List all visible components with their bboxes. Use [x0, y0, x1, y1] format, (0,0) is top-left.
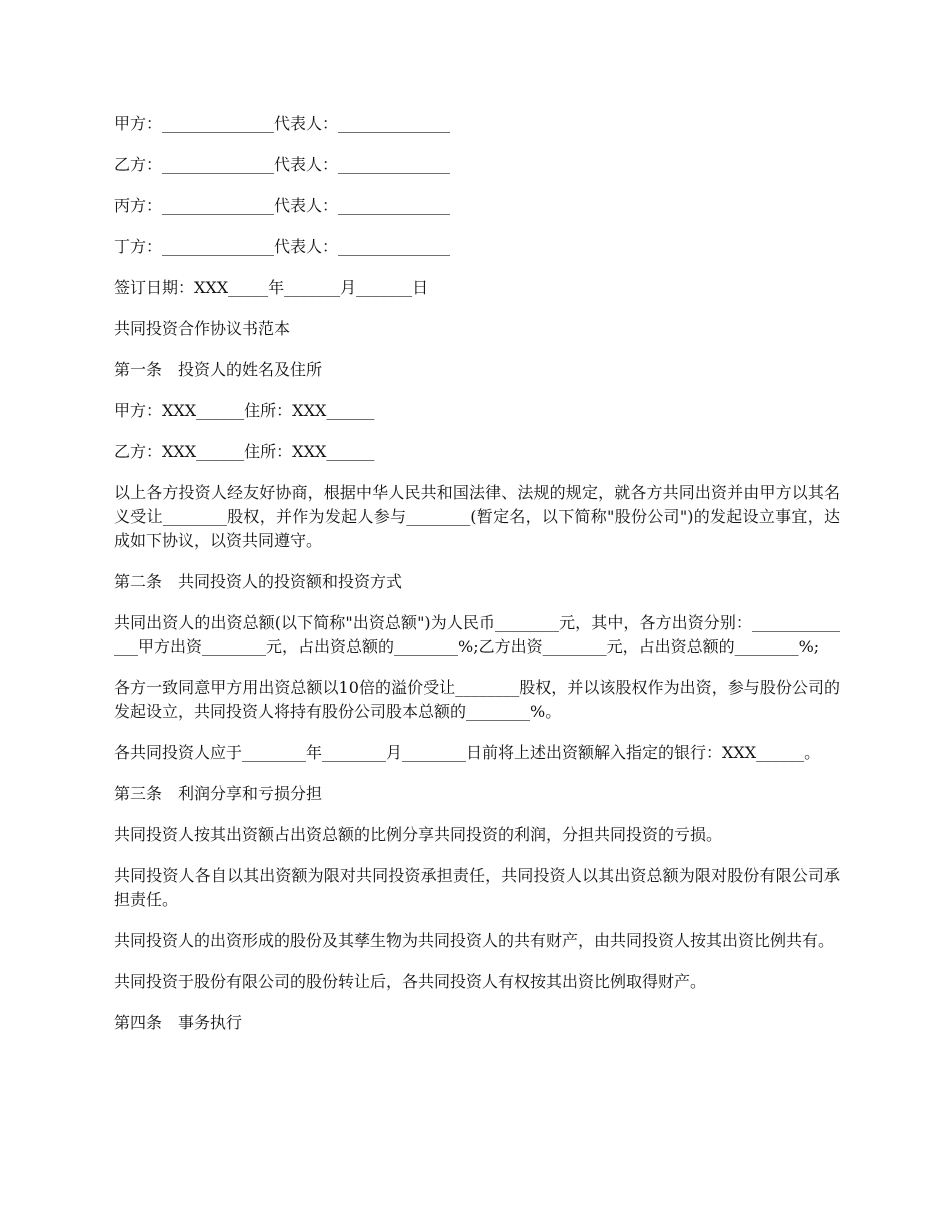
article-4-heading: 第四条 事务执行 [114, 1013, 243, 1032]
preamble-paragraph: 以上各方投资人经友好协商，根据中华人民共和国法律、法规的规定，就各方共同出资并由甲方以其名义受让________股权，并作为发起人参与________(暂定名，以下简称"股份公司")的发起设立事宜，达成如下协议，以资共同遵守。 [114, 483, 840, 550]
article-2-heading: 第二条 共同投资人的投资额和投资方式 [114, 572, 403, 591]
document-title: 共同投资合作协议书范本 [114, 319, 291, 338]
investment-total-paragraph: 共同出资人的出资总额(以下简称"出资总额")为人民币________元，其中，各方出资分别：______________甲方出资________元，占出资总额的________%;乙方出资________元，占出资总额的________%; [114, 613, 840, 656]
payment-deadline-paragraph: 各共同投资人应于________年________月________日前将上述出资额解入指定的银行：XXX______。 [114, 743, 821, 762]
equity-transfer-paragraph: 各方一致同意甲方用出资总额以10倍的溢价受让________股权，并以该股权作为出资，参与股份公司的发起设立，共同投资人将持有股份公司股本总额的________%。 [114, 678, 840, 721]
party-b-signature-line: 乙方：______________代表人：______________ [114, 155, 451, 174]
party-b-address-line: 乙方：XXX______住所：XXX______ [114, 442, 375, 461]
party-a-signature-line: 甲方：______________代表人：______________ [114, 114, 451, 133]
profit-sharing-paragraph: 共同投资人按其出资额占出资总额的比例分享共同投资的利润，分担共同投资的亏损。 [114, 825, 723, 844]
signing-date-line: 签订日期：XXX_____年_______月_______日 [114, 278, 429, 297]
party-d-signature-line: 丁方：______________代表人：______________ [114, 237, 451, 256]
document-body [114, 112, 840, 1052]
party-a-address-line: 甲方：XXX______住所：XXX______ [114, 401, 375, 420]
share-transfer-paragraph: 共同投资于股份有限公司的股份转让后，各共同投资人有权按其出资比例取得财产。 [114, 972, 707, 991]
party-c-signature-line: 丙方：______________代表人：______________ [114, 196, 451, 215]
article-3-heading: 第三条 利润分享和亏损分担 [114, 784, 323, 803]
liability-paragraph: 共同投资人各自以其出资额为限对共同投资承担责任，共同投资人以其出资总额为限对股份有限公司承担责任。 [114, 866, 840, 909]
article-1-heading: 第一条 投资人的姓名及住所 [114, 360, 323, 379]
joint-property-paragraph: 共同投资人的出资形成的股份及其孳生物为共同投资人的共有财产，由共同投资人按其出资比例共有。 [114, 931, 835, 950]
